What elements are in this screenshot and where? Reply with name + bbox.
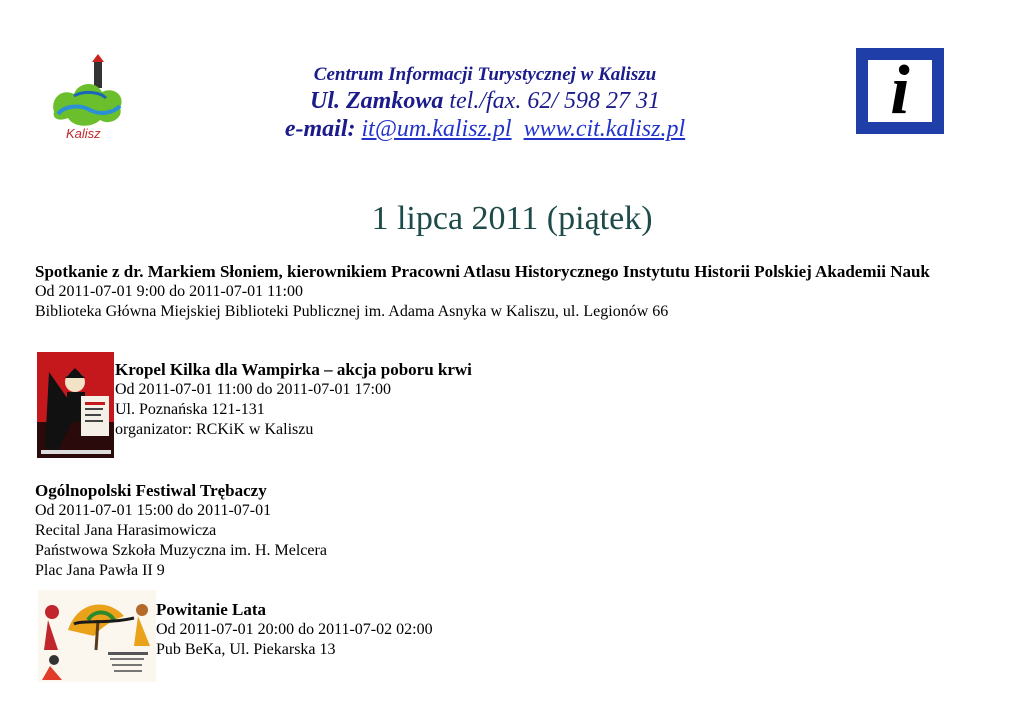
website-link[interactable]: www.cit.kalisz.pl [523, 116, 686, 142]
event-title: Kropel Kilka dla Wampirka – akcja poboru krwi [115, 360, 472, 379]
event-title: Spotkanie z dr. Markiem Słoniem, kierownikiem Pracowni Atlasu Historycznego Instytutu Historii Polskiej Akademii Nauk [35, 262, 930, 281]
event-location: Biblioteka Główna Miejskiej Biblioteki Publicznej im. Adama Asnyka w Kaliszu, ul. Legionów 66 [35, 303, 669, 320]
event-detail: Państwowa Szkoła Muzyczna im. H. Melcera [35, 542, 327, 559]
info-letter: i [868, 60, 932, 122]
event-time: Od 2011-07-01 20:00 do 2011-07-02 02:00 [156, 621, 433, 638]
event-time: Od 2011-07-01 11:00 do 2011-07-01 17:00 [115, 381, 391, 398]
org-name: Centrum Informacji Turystycznej w Kaliszu [313, 64, 657, 85]
phone: tel./fax. 62/ 598 27 31 [443, 88, 660, 114]
event-item [35, 262, 935, 322]
info-icon [856, 48, 944, 134]
event-location: Ul. Poznańska 121-131 [115, 401, 265, 418]
event-location: Pub BeKa, Ul. Piekarska 13 [156, 641, 336, 658]
event-time: Od 2011-07-01 15:00 do 2011-07-01 [35, 502, 272, 519]
kalisz-logo [44, 54, 130, 140]
event-item [35, 481, 635, 581]
svg-text:Kalisz: Kalisz [66, 126, 101, 140]
event-item [156, 600, 756, 660]
event-item [115, 360, 715, 440]
contact-line [200, 116, 770, 143]
vampire-poster-image [37, 352, 114, 458]
summer-party-poster-image [38, 590, 156, 682]
page-title: 1 lipca 2011 (piątek) [371, 200, 653, 237]
street: Ul. Zamkowa [310, 88, 444, 114]
event-title: Powitanie Lata [156, 600, 267, 619]
event-title: Ogólnopolski Festiwal Trębaczy [35, 481, 267, 500]
event-detail: Recital Jana Harasimowicza [35, 522, 217, 539]
address-line [200, 88, 770, 115]
event-organizer: organizator: RCKiK w Kaliszu [115, 421, 314, 438]
event-time: Od 2011-07-01 9:00 do 2011-07-01 11:00 [35, 283, 303, 300]
email-link[interactable]: it@um.kalisz.pl [361, 116, 512, 142]
event-location: Plac Jana Pawła II 9 [35, 562, 165, 579]
email-label: e-mail: [284, 116, 356, 142]
